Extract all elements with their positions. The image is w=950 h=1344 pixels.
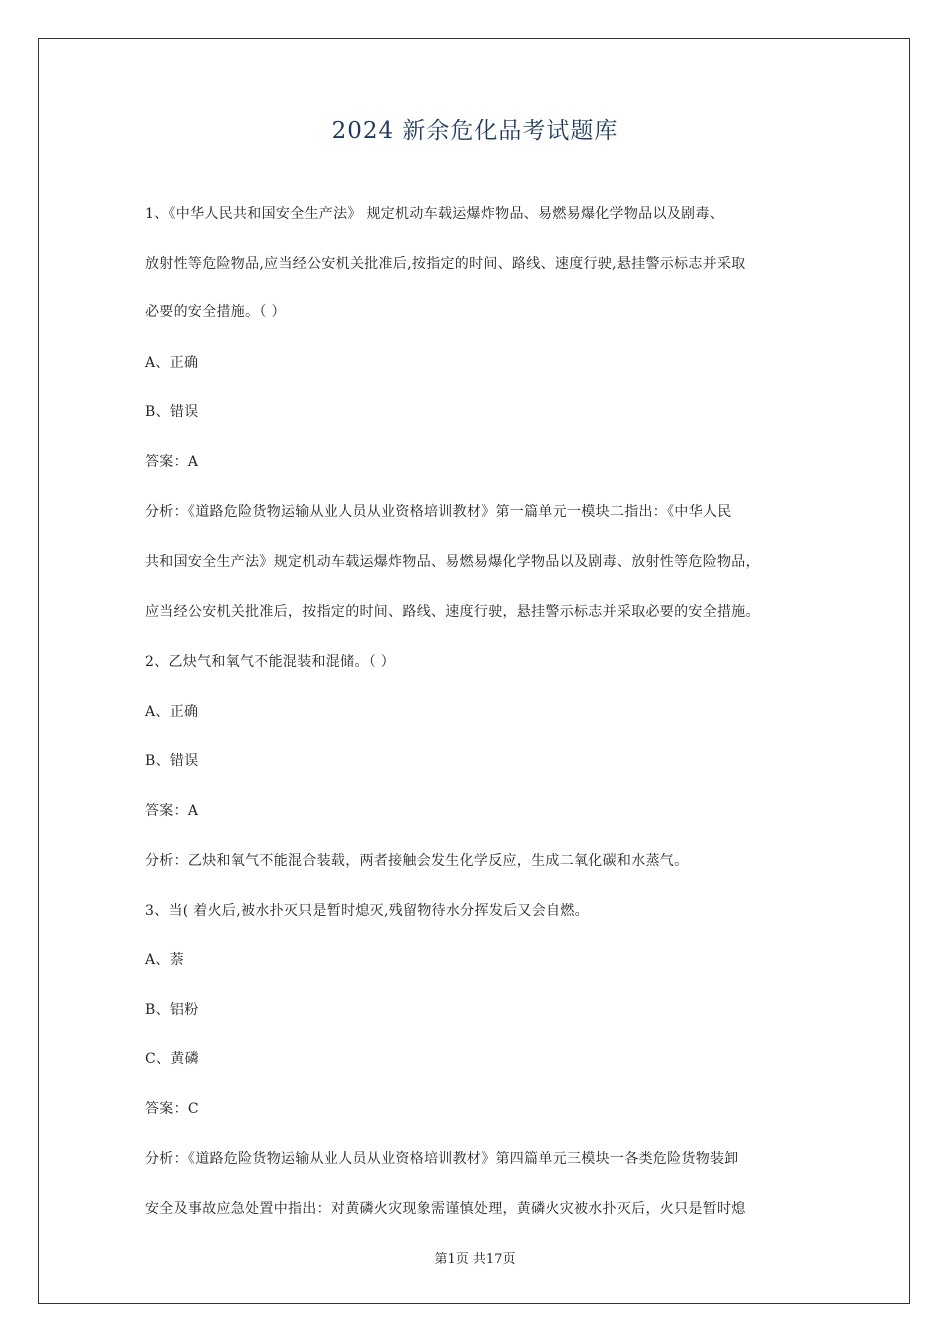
q2-text: 2、乙炔气和氧气不能混装和混储。（ ） <box>145 654 396 670</box>
document-title: 2024 新余危化品考试题库 <box>331 118 619 144</box>
q1-text-line-3: 必要的安全措施。（ ） <box>145 304 286 320</box>
q2-answer: 答案：A <box>145 803 199 819</box>
page-footer: 第1页 共17页 <box>434 1252 516 1267</box>
q3-option-a: A、萘 <box>145 952 185 968</box>
q1-text-line-1: 1、《中华人民共和国安全生产法》 规定机动车载运爆炸物品、易燃易爆化学物品以及剧毒、 <box>145 206 724 222</box>
q1-analysis-line-1: 分析：《道路危险货物运输从业人员从业资格培训教材》第一篇单元一模块二指出：《中华人民 <box>145 504 732 520</box>
q1-text-line-2: 放射性等危险物品,应当经公安机关批准后,按指定的时间、路线、速度行驶,悬挂警示标志并采取 <box>145 256 746 272</box>
q1-answer: 答案：A <box>145 454 199 470</box>
q3-option-b: B、铝粉 <box>145 1002 199 1018</box>
q2-option-b: B、错误 <box>145 753 199 769</box>
q3-text: 3、当( 着火后,被水扑灭只是暂时熄灭,残留物待水分挥发后又会自燃。 <box>145 903 589 919</box>
q1-option-b: B、错误 <box>145 404 199 420</box>
q3-answer: 答案：C <box>145 1101 199 1117</box>
q3-option-c: C、黄磷 <box>145 1051 199 1067</box>
q3-analysis-line-2: 安全及事故应急处置中指出：对黄磷火灾现象需谨慎处理，黄磷火灾被水扑灭后，火只是暂时熄 <box>145 1201 746 1217</box>
q1-analysis-line-2: 共和国安全生产法》规定机动车载运爆炸物品、易燃易爆化学物品以及剧毒、放射性等危险物品， <box>145 554 760 570</box>
q1-analysis-line-3: 应当经公安机关批准后，按指定的时间、路线、速度行驶，悬挂警示标志并采取必要的安全措施。 <box>145 604 760 620</box>
q3-analysis-line-1: 分析：《道路危险货物运输从业人员从业资格培训教材》第四篇单元三模块一各类危险货物装卸 <box>145 1151 739 1167</box>
q2-analysis: 分析：乙炔和氧气不能混合装载，两者接触会发生化学反应，生成二氧化碳和水蒸气。 <box>145 853 689 869</box>
q2-option-a: A、正确 <box>145 704 199 720</box>
q1-option-a: A、正确 <box>145 355 199 371</box>
